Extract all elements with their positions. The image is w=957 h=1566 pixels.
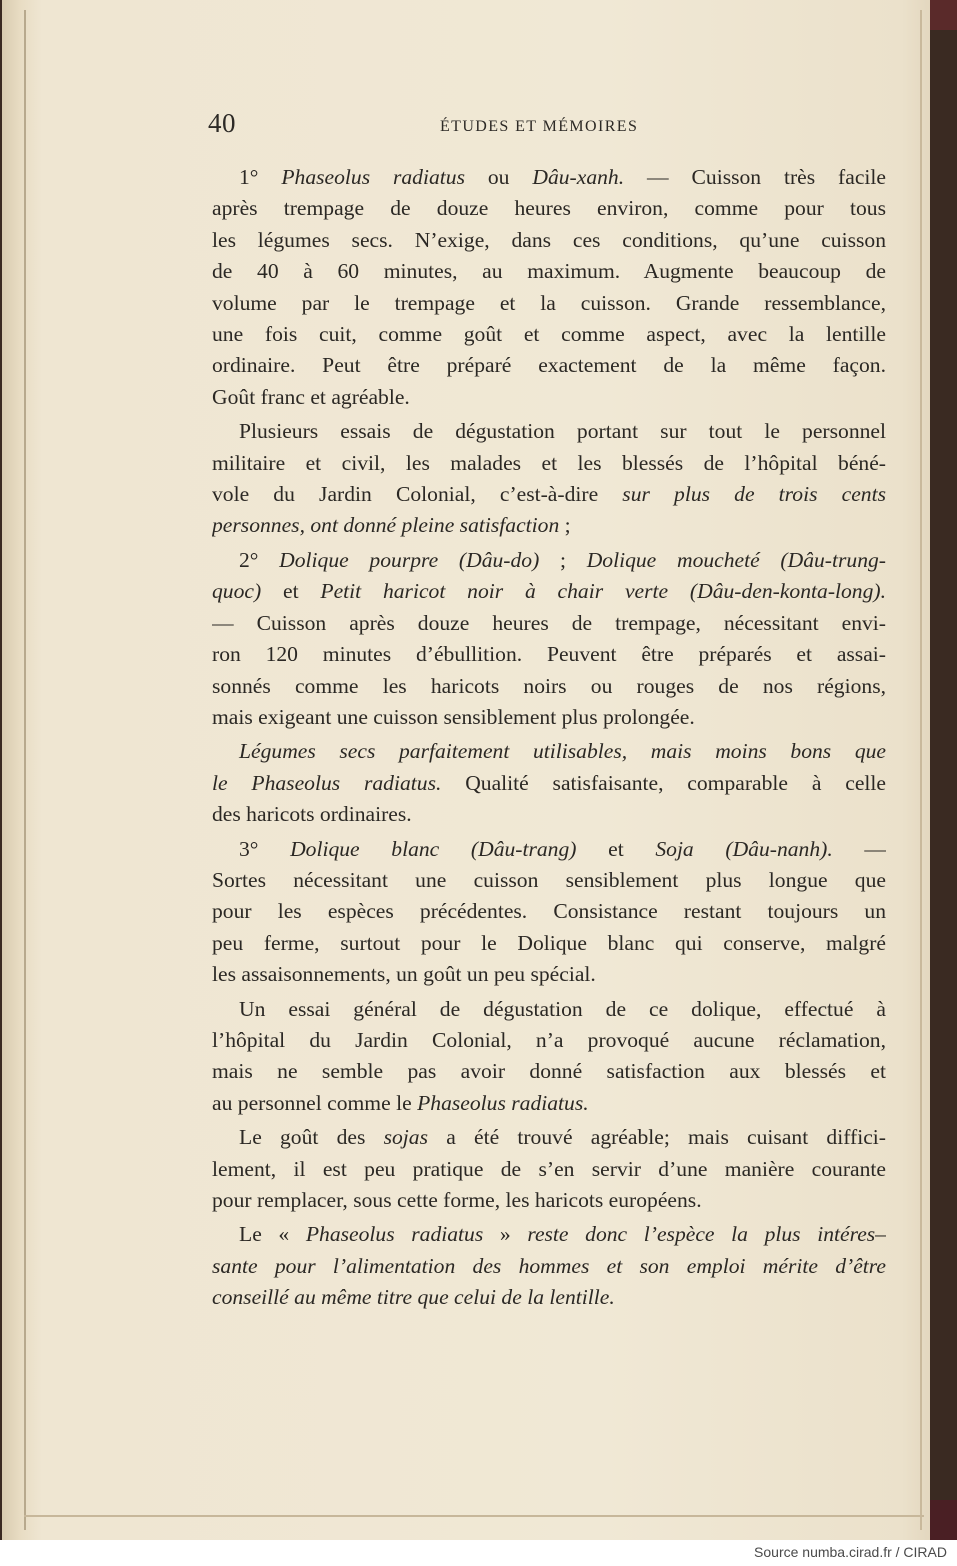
- text-line: [212, 510, 886, 541]
- text-run: les assaisonnements, un goût un peu spécial.: [212, 962, 596, 987]
- text-run: — Cuisson très facile: [624, 165, 886, 189]
- paragraph: [212, 736, 886, 830]
- text-run: ordinaire. Peut être préparé exactement de la même façon.: [212, 353, 886, 378]
- italic-run: Dolique pourpre (Dâu-do): [279, 547, 540, 572]
- text-run: Plusieurs essais de dégustation portant sur tout le personnel: [239, 419, 886, 444]
- body-text: [212, 162, 886, 1314]
- text-run: 2°: [239, 547, 280, 572]
- italic-run: personnes, ont donné pleine satisfaction: [212, 513, 560, 538]
- text-run: Sortes nécessitant une cuisson sensiblement plus longue que: [212, 867, 886, 892]
- text-run: pour les espèces précédentes. Consistance restant toujours un: [212, 899, 886, 924]
- text-line: [212, 1025, 886, 1056]
- text-line: [212, 416, 886, 447]
- text-run: ou: [464, 165, 533, 189]
- text-line: [212, 1122, 886, 1153]
- text-run: ;: [539, 547, 587, 572]
- italic-run: Phaseolus radiatus.: [417, 1090, 589, 1115]
- text-line: [212, 768, 886, 799]
- text-line: [212, 448, 886, 479]
- text-line: [212, 256, 886, 287]
- text-run: et: [261, 579, 321, 604]
- text-line: [212, 1056, 886, 1087]
- text-line: [212, 799, 886, 830]
- source-credit: Source numba.cirad.fr / CIRAD: [754, 1544, 947, 1560]
- page-bottom-edge: [24, 1515, 924, 1517]
- text-line: [212, 193, 886, 224]
- text-run: Le «: [239, 1222, 306, 1247]
- text-run: Le goût des: [239, 1125, 384, 1150]
- running-head: ÉTUDES ET MÉMOIRES: [440, 118, 639, 135]
- text-line: [212, 382, 886, 413]
- paragraph: [212, 416, 886, 542]
- page-right-edge: [920, 10, 922, 1530]
- text-run: mais exigeant une cuisson sensiblement plus prolongée.: [212, 704, 695, 729]
- paragraph: [212, 162, 886, 413]
- text-run: »: [483, 1222, 528, 1247]
- italic-run: quoc): [212, 579, 262, 604]
- text-line: [212, 1185, 886, 1216]
- text-run: Un essai général de dégustation de ce dolique, effectué à: [239, 996, 886, 1021]
- binding-corner-top: [930, 0, 957, 30]
- text-run: peu ferme, surtout pour le Dolique blanc qui conserve, malgré: [212, 930, 886, 955]
- text-line: [212, 576, 886, 607]
- text-line: [212, 959, 886, 990]
- text-run: 3°: [239, 836, 291, 861]
- text-run: mais ne semble pas avoir donné satisfaction aux blessés et: [212, 1059, 886, 1084]
- text-line: [212, 350, 886, 381]
- italic-run: reste donc l’espèce la plus intéres–: [527, 1222, 886, 1247]
- text-line: [212, 1282, 886, 1313]
- text-line: [212, 288, 886, 319]
- italic-run: Petit haricot noir à chair verte (Dâu-den-konta-long).: [320, 579, 886, 604]
- text-run: pour remplacer, sous cette forme, les haricots européens.: [212, 1188, 702, 1212]
- text-line: [212, 1219, 886, 1250]
- page-left-edge: [24, 10, 26, 1530]
- italic-run: sojas: [383, 1125, 428, 1150]
- binding-corner-bottom: [930, 1500, 957, 1540]
- text-line: [212, 928, 886, 959]
- italic-run: Légumes secs parfaitement utilisables, mais moins bons que: [239, 739, 886, 764]
- text-line: [212, 1251, 886, 1282]
- text-line: [212, 545, 886, 576]
- text-line: [212, 896, 886, 927]
- text-run: militaire et civil, les malades et les blessés de l’hôpital béné-: [212, 450, 886, 475]
- text-line: [212, 319, 886, 350]
- text-run: ron 120 minutes d’ébullition. Peuvent être préparés et assai-: [212, 642, 886, 667]
- paragraph: [212, 1219, 886, 1313]
- text-run: volume par le trempage et la cuisson. Grande ressemblance,: [212, 290, 886, 315]
- text-line: [212, 608, 886, 639]
- page-number: 40: [208, 108, 236, 138]
- paragraph: [212, 1122, 886, 1216]
- text-run: Qualité satisfaisante, comparable à celle: [441, 770, 886, 795]
- paragraph: [212, 834, 886, 991]
- italic-run: Dolique blanc (Dâu-trang): [290, 836, 577, 861]
- italic-run: Dâu-xanh.: [532, 165, 625, 189]
- text-run: vole du Jardin Colonial, c’est-à-dire: [212, 482, 623, 507]
- italic-run: Phaseolus radiatus: [305, 1222, 484, 1247]
- text-line: [212, 671, 886, 702]
- text-run: des haricots ordinaires.: [212, 802, 412, 827]
- italic-run: conseillé au même titre que celui de la lentille.: [212, 1285, 615, 1310]
- text-run: —: [832, 836, 886, 861]
- text-run: Goût franc et agréable.: [212, 384, 410, 409]
- text-line: [212, 834, 886, 865]
- text-line: [212, 994, 886, 1025]
- page-header: [208, 108, 888, 142]
- italic-run: Dolique moucheté (Dâu-trung-: [586, 547, 886, 572]
- text-run: a été trouvé agréable; mais cuisant diffici-: [427, 1125, 886, 1150]
- text-run: au personnel comme le: [212, 1090, 418, 1115]
- italic-run: Phaseolus radiatus: [281, 165, 465, 189]
- text-line: [212, 865, 886, 896]
- paragraph: [212, 994, 886, 1120]
- text-line: [212, 1088, 886, 1119]
- text-run: de 40 à 60 minutes, au maximum. Augmente beaucoup de: [212, 259, 886, 284]
- text-line: [212, 162, 886, 193]
- text-run: lement, il est peu pratique de s’en servir d’une manière courante: [212, 1156, 886, 1181]
- paragraph: [212, 545, 886, 733]
- text-run: l’hôpital du Jardin Colonial, n’a provoqué aucune réclamation,: [212, 1027, 886, 1052]
- text-line: [212, 639, 886, 670]
- italic-run: sur plus de trois cents: [622, 482, 886, 507]
- text-run: sonnés comme les haricots noirs ou rouges de nos régions,: [212, 673, 886, 698]
- text-line: [212, 702, 886, 733]
- text-run: les légumes secs. N’exige, dans ces conditions, qu’une cuisson: [212, 227, 886, 252]
- text-line: [212, 225, 886, 256]
- text-run: 1°: [239, 165, 282, 189]
- italic-run: le Phaseolus radiatus.: [212, 770, 442, 795]
- text-run: après trempage de douze heures environ, comme pour tous: [212, 196, 886, 221]
- text-run: ;: [559, 513, 571, 538]
- text-run: une fois cuit, comme goût et comme aspect, avec la lentille: [212, 322, 886, 347]
- italic-run: Soja (Dâu-nanh).: [655, 836, 833, 861]
- text-run: — Cuisson après douze heures de trempage, nécessitant envi-: [212, 610, 886, 635]
- text-line: [212, 1154, 886, 1185]
- text-run: et: [576, 836, 656, 861]
- text-line: [212, 479, 886, 510]
- text-line: [212, 736, 886, 767]
- italic-run: sante pour l’alimentation des hommes et son emploi mérite d’être: [212, 1253, 886, 1278]
